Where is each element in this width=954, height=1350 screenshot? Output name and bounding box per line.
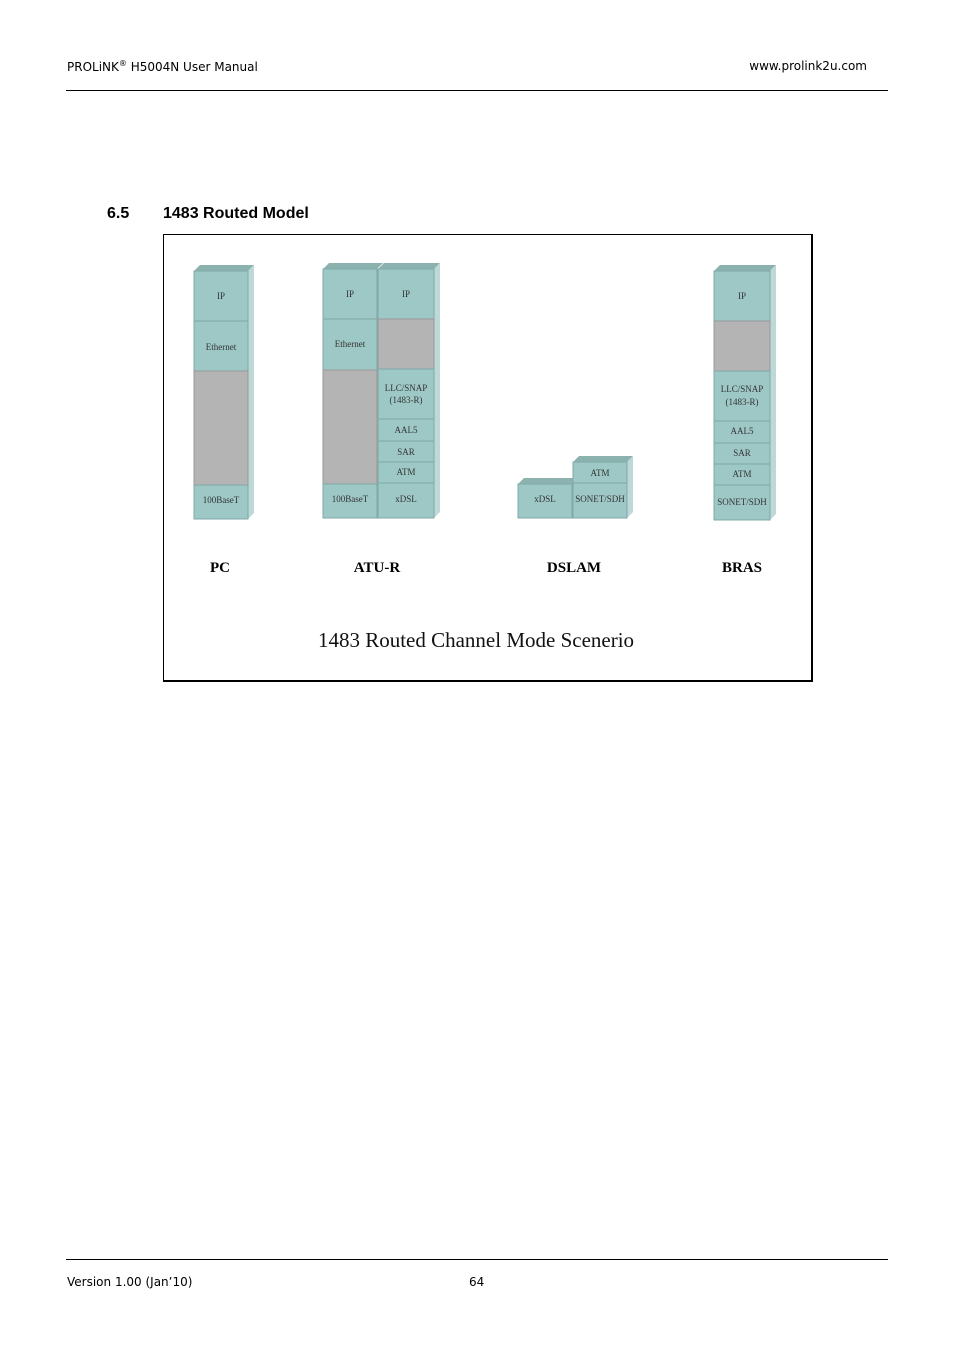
registered-mark: ® xyxy=(118,59,127,68)
brand-name: PROLiNK xyxy=(67,60,119,74)
bras-sar-label: SAR xyxy=(733,448,751,458)
atur-right-side-face xyxy=(434,263,440,518)
atur-right-phy-label: xDSL xyxy=(395,494,417,504)
atur-right-top-face xyxy=(378,263,440,269)
bras-phy-label: SONET/SDH xyxy=(717,497,767,507)
atur-right-sar-label: SAR xyxy=(397,447,415,457)
bras-ip-label: IP xyxy=(737,291,747,301)
footer-version: Version 1.00 (Jan’10) xyxy=(67,1275,193,1289)
bras-stack xyxy=(714,265,776,520)
atur-right-aal5-label: AAL5 xyxy=(394,425,418,435)
pc-empty-layer xyxy=(194,371,248,485)
bras-llc-layer xyxy=(714,371,770,421)
atur-right-llc-label-line1: LLC/SNAP xyxy=(384,383,428,393)
atur-left-ip-label: IP xyxy=(345,289,355,299)
atur-right-empty-layer xyxy=(378,319,434,369)
protocol-stack-diagram xyxy=(164,235,812,681)
atur-right-llc-label-line2: (1483-R) xyxy=(389,395,423,405)
diagram-frame xyxy=(163,234,813,682)
pc-stack-side-face xyxy=(248,265,254,519)
atur-left-phy-label: 100BaseT xyxy=(331,494,369,504)
atur-right-ip-label: IP xyxy=(401,289,411,299)
dslam-right-phy-label: SONET/SDH xyxy=(575,494,625,504)
device-label-pc: PC xyxy=(210,560,230,576)
dslam-left-stack xyxy=(518,478,578,518)
bras-side-face xyxy=(770,265,776,520)
diagram-caption: 1483 Routed Channel Mode Scenerio xyxy=(317,628,635,652)
bras-top-face xyxy=(714,265,776,271)
page-number: 64 xyxy=(469,1275,485,1289)
dslam-right-top-face xyxy=(573,456,633,462)
pc-stack-top-face xyxy=(194,265,254,271)
section-number: 6.5 xyxy=(107,205,130,222)
atur-left-stack xyxy=(323,263,383,518)
dslam-right-atm-label: ATM xyxy=(590,468,610,478)
device-label-dslam: DSLAM xyxy=(546,560,602,576)
section-heading xyxy=(107,205,309,223)
dslam-right-stack xyxy=(573,456,633,518)
dslam-left-phy-label: xDSL xyxy=(534,494,556,504)
bras-empty-layer xyxy=(714,321,770,371)
atur-right-atm-label: ATM xyxy=(396,467,416,477)
atur-right-llc-layer xyxy=(378,369,434,419)
bras-llc-label-line1: LLC/SNAP xyxy=(720,384,764,394)
dslam-left-top-face xyxy=(518,478,578,484)
header-website: www.prolink2u.com xyxy=(749,59,867,73)
section-title: 1483 Routed Model xyxy=(163,205,309,222)
atur-left-empty-layer xyxy=(323,370,377,484)
atur-right-stack xyxy=(378,263,440,518)
pc-ethernet-label: Ethernet xyxy=(205,342,237,352)
pc-ip-label: IP xyxy=(216,291,226,301)
pc-stack xyxy=(194,265,254,519)
header-title xyxy=(67,59,258,74)
pc-phy-label: 100BaseT xyxy=(202,495,240,505)
manual-title: H5004N User Manual xyxy=(126,60,258,74)
bras-llc-label-line2: (1483-R) xyxy=(725,397,759,407)
atur-left-top-face xyxy=(323,263,383,269)
atur-left-ethernet-label: Ethernet xyxy=(334,339,366,349)
footer-rule xyxy=(66,1259,888,1260)
device-label-bras: BRAS xyxy=(721,560,763,576)
bras-aal5-label: AAL5 xyxy=(730,426,754,436)
bras-atm-label: ATM xyxy=(732,469,752,479)
dslam-right-side-face xyxy=(627,456,633,518)
header-rule xyxy=(66,90,888,91)
device-label-atur: ATU-R xyxy=(353,560,401,576)
